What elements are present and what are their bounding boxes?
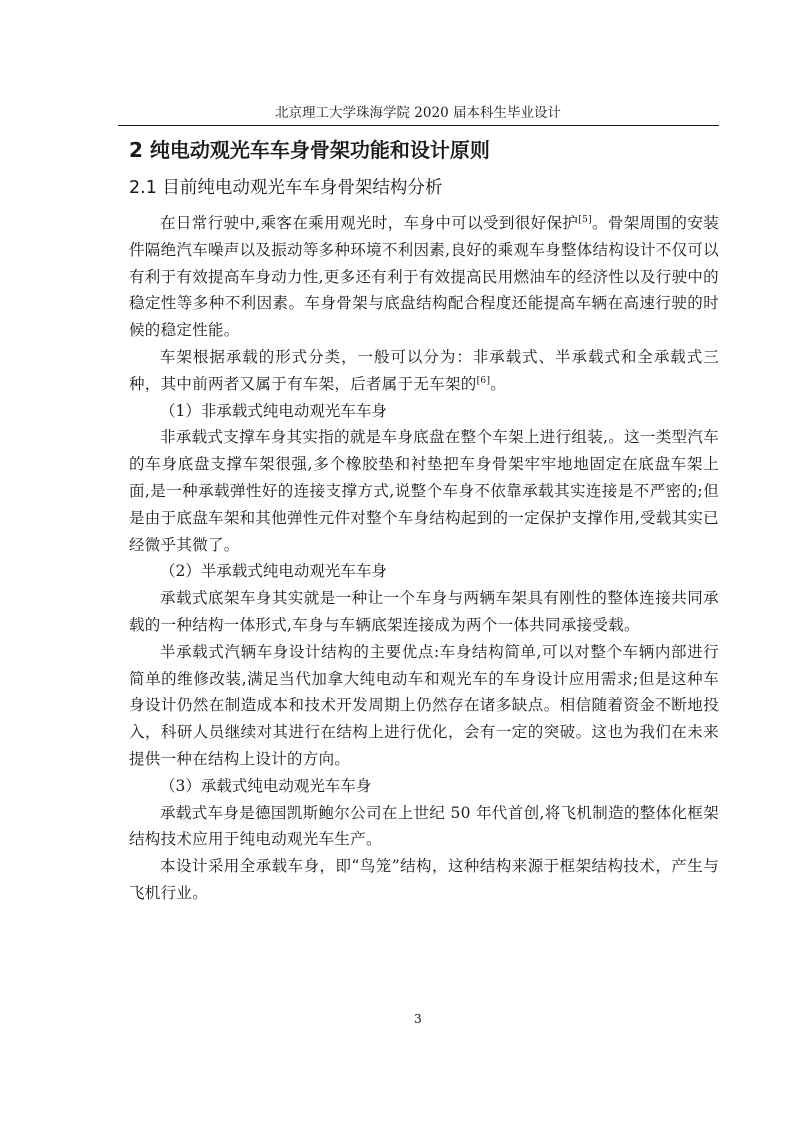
paragraph: 非承载式支撑车身其实指的就是车身底盘在整个车架上进行组装,。这一类型汽车的车身底盘支撑车架很强,多个橡胶垫和衬垫把车身骨架牢牢地地固定在底盘车架上面,是一种承载弹性好的连接支撑方式,说整个车身不依靠承载其实连接是不严密的;但是由于底盘车架和其他弹性元件对整个车身结构起到的一定保护支撑作用,受载其实已经微乎其微了。	[129, 428, 719, 554]
subheading: （1）非承载式纯电动观光车车身	[160, 401, 387, 420]
citation: [6]	[476, 375, 491, 386]
citation: [5]	[578, 214, 592, 225]
paragraph	[129, 344, 719, 398]
paragraph: 承载式底架车身其实就是一种让一个车身与两辆车架具有刚性的整体连接共同承载的一种结构一体形式,车身与车辆底架连接成为两个一体共同承接受载。	[129, 589, 719, 634]
text-run: 在日常行驶中,乘客在乘用观光时，车身中可以受到很好保护	[160, 214, 579, 232]
paragraph: 本设计采用全承载车身，即“鸟笼”结构，这种结构来源于框架结构技术，产生与飞机行业。	[129, 857, 719, 902]
subheading: （2）半承载式纯电动观光车车身	[160, 562, 387, 581]
text-run: 车架根据承载的形式分类，一般可以分为：非承载式、半承载式和全承载式三种，其中前两者又属于有车架，后者属于无车架的	[129, 347, 719, 393]
running-header: 北京理工大学珠海学院 2020 届本科生毕业设计	[275, 105, 561, 121]
paragraph: 半承载式汽辆车身设计结构的主要优点:车身结构简单,可以对整个车辆内部进行简单的维修改装,满足当代加拿大纯电动车和观光车的车身设计应用需求;但是这种车身设计仍然在制造成本和技术开发周期上仍然存在诸多缺点。相信随着资金不断地投入，科研人员继续对其进行在结构上进行优化，会有一定的突破。这也为我们在未来提供一种在结构上设计的方向。	[129, 642, 719, 768]
text-run: 。骨架周围的安装件隔绝汽车噪声以及振动等多种环境不利因素,良好的乘观车身整体结构设计不仅可以有利于有效提高车身动力性,更多还有利于有效提高民用燃油车的经济性以及行驶中的稳定性等多种不利因素。车身骨架与底盘结构配合程度还能提高车辆在高速行驶的时候的稳定性能。	[129, 214, 720, 340]
paragraph: 承载式车身是德国凯斯鲍尔公司在上世纪 50 年代首创,将飞机制造的整体化框架结构技术应用于纯电动观光车生产。	[129, 803, 719, 849]
text-run: 。	[490, 374, 507, 393]
header-rule	[118, 125, 719, 126]
body-text	[129, 210, 719, 907]
section-title: 2.1 目前纯电动观光车车身骨架结构分析	[129, 178, 443, 198]
page-number: 3	[414, 1012, 422, 1026]
subheading: （3）承载式纯电动观光车车身	[160, 776, 372, 795]
paragraph	[129, 210, 719, 344]
chapter-title: 2 纯电动观光车车身骨架功能和设计原则	[129, 138, 490, 162]
